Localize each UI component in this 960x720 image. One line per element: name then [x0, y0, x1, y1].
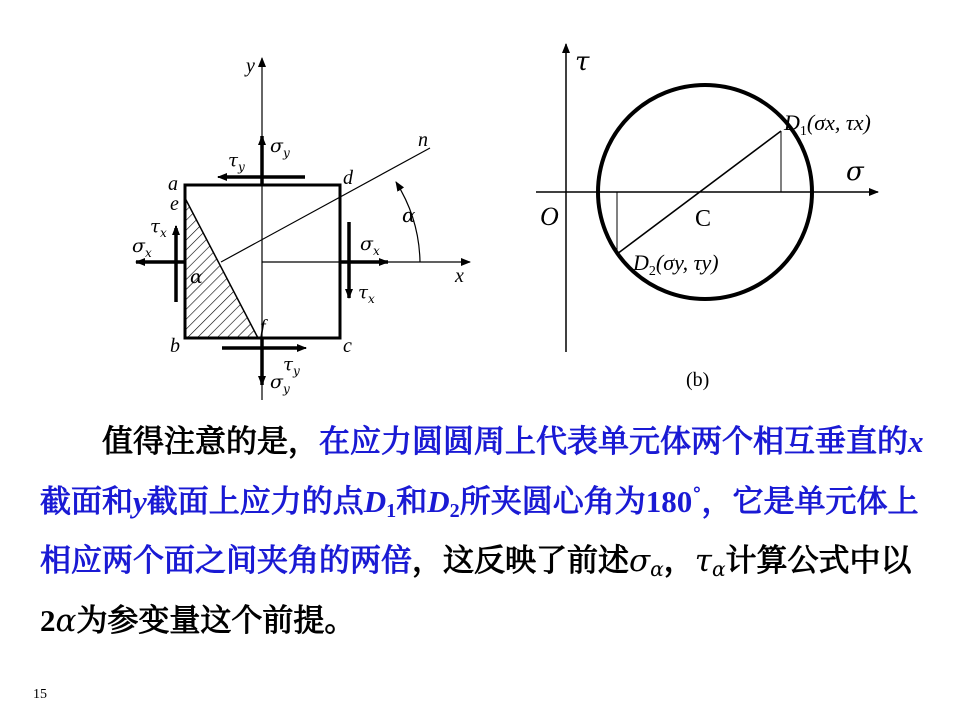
corner-label-f: f [260, 316, 266, 338]
corner-label-e: e [170, 193, 179, 215]
page-number: 15 [33, 687, 47, 702]
stress-element-diagram [132, 55, 470, 400]
x-axis-label: x [455, 265, 464, 287]
D1-label: $D_1(\sigma x$, τx) [784, 110, 871, 139]
origin-label: O [540, 202, 559, 231]
tau-x-left-label: $\tau_x$ [150, 216, 167, 240]
sigma-x-left-label: $\sigma_x$ [132, 235, 152, 260]
corner-label-a: a [168, 173, 178, 195]
sigma-y-top-label: $\sigma_y$ [270, 135, 290, 160]
n-axis [221, 148, 430, 262]
tau-y-bottom-label: $\tau_y$ [283, 354, 300, 378]
para-tail-text: ，这反映了前述$\sigma_\alpha$，$\tau_\alpha$计算公式中以2α为参变量这个前提。 [40, 543, 912, 639]
figure-caption-b: (b) [686, 369, 710, 391]
inner-alpha-label: α [190, 266, 203, 288]
alpha-arc-label: α [402, 203, 416, 227]
center-label: C [695, 206, 712, 232]
corner-label-b: b [170, 335, 180, 357]
corner-label-c: c [343, 335, 352, 357]
n-axis-label: n [418, 129, 428, 151]
sigma-y-bottom-label: $\sigma_y$ [270, 371, 290, 396]
sigma-axis-label: σ [846, 157, 864, 187]
explanation-paragraph [40, 412, 940, 651]
tau-x-right-label: $\tau_x$ [358, 282, 375, 306]
para-highlight-text: 在应力圆圆周上代表单元体两个相互垂直的x截面和y截面上应力的点$D_1$和$D_2$所夹圆心角为180°，它是单元体上相应两个面之间夹角的两倍 [40, 424, 924, 579]
para-lead-text: 值得注意的是， [102, 424, 319, 460]
tau-axis-label: τ [575, 47, 590, 77]
tau-y-top-label: $\tau_y$ [228, 150, 245, 174]
D2-label: $D_2(\sigma y$, τy) [633, 250, 719, 279]
y-axis-label: y [246, 55, 255, 77]
mohr-circle-diagram [536, 44, 878, 391]
sigma-x-right-label: $\sigma_x$ [360, 233, 380, 258]
corner-label-d: d [343, 167, 353, 189]
